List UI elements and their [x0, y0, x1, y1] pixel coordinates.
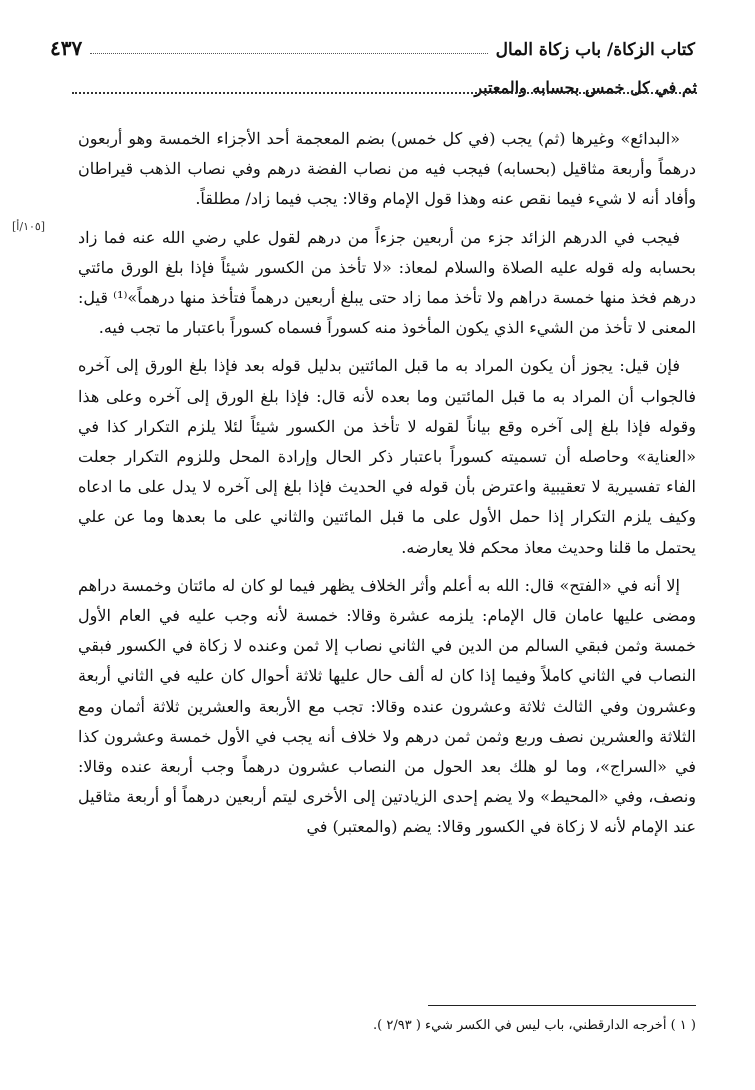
body-text	[78, 124, 696, 851]
paragraph: فيجب في الدرهم الزائد جزء من أربعين جزءاً من درهم لقول علي رضي الله عنه فما زاد بحسابه وله قوله عليه الصلاة والسلام لمعاذ: «لا تأخذ من الكسور شيئاً فإذا بلغ الورق مائتي درهم فخذ منها خمسة دراهم ولا تأخذ مما زاد حتى يبلغ أربعين درهماً فتأخذ منها درهماً»⁽¹⁾ قيل: المعنى لا تأخذ من الشيء الذي يكون المأخوذ منه كسوراً فسماه كسوراً باعتبار ما تجب فيه.	[78, 227, 697, 338]
paragraph: فإن قيل: يجوز أن يكون المراد به ما قبل المائتين بدليل قوله بعد فإذا بلغ الورق إلى آخره فالجواب أن المراد به ما قبل المائتين وما بعده لأنه قال: فإذا بلغ الورق إلى آخره وعلى هذا وقوله فإذا بلغ إلى آخره وقع بياناً لقوله لا تأخذ من الكسور شيئاً لئلا يلزم التكرار كذا في «العناية» وحاصله أن تسميته كسوراً باعتبار ذكر الحال وإرادة المحل وللزوم التكرار جعلت الفاء تفسيرية لا تعقيبية واعترض بأن قوله في الحديث فإذا بلغ إلى آخره لا يدل على ما ادعاه وكيف يلزم التكرار إذا حمل الأول على ما قبل المائتين والثاني على ما بعدها وما عن علي يحتمل ما قلنا وحديث معاذ محكم فلا يعارضه.	[78, 356, 696, 557]
running-header	[50, 30, 695, 60]
paragraph: إلا أنه في «الفتح» قال: الله به أعلم وأثر الخلاف يظهر فيما لو كان له مائتان وخمسة دراهم ومضى عليها عامان قال الإمام: يلزمه عشرة وقالا: خمسة لأنه وجب عليه في العام الأول خمسة وثمن فبقي السالم من الدين في الثاني نصاب إلا ثمن وعنده لا زكاة في الكسور فبقي النصاب في الثاني كاملاً وفيما إذا كان له ألف حال عليها ثلاثة أحوال كان عليه في الثاني أربعة وعشرون وفي الثالث ثلاثة وعشرون عنده وقالا: تجب مع الأربعة والعشرين ثلاثة أثمان ومع الثلاثة والعشرين نصف وربع وثمن ثمن درهم ولا خلاف أنه يجب في الأول خمسة وعشرون كذا في «السراج»، وما لو هلك بعد الحول من النصاب عشرون درهماً وجب أربعة عنده وقالا: ونصف، وفي «المحيط» ولا يضم إحدى الزيادتين إلى الأخرى ليتم أربعين درهماً أو أربعة مثاقيل عند الإمام لأنه لا زكاة في الكسور وقالا: يضم (والمعتبر) في	[78, 575, 696, 837]
footnote: ( ١ ) أخرجه الدارقطني، باب ليس في الكسر شيء ( ٢/٩٣ ).	[373, 1018, 696, 1033]
margin-folio-reference: [١٠٥/أ]	[12, 220, 46, 233]
page-number: ٤٣٧	[50, 36, 83, 60]
footnote-separator	[428, 1005, 696, 1006]
header-title: كتاب الزكاة/ باب زكاة المال	[495, 40, 695, 60]
paragraph: «البدائع» وغيرها (ثم) يجب (في كل خمس) بضم المعجمة أحد الأجزاء الخمسة وهو أربعون درهماً وأربعة مثاقيل (بحسابه) فيجب فيه من نصاب الفضة درهم وفي نصاب الذهب قيراطان وأفاد أنه لا شيء فيما نقص عنه وهذا قول الإمام وقالا: يجب فيما زاد/ مطلقاً.	[78, 129, 696, 209]
header-dotted-rule	[90, 53, 487, 54]
matn-dotted-rule	[72, 92, 697, 94]
matn-line: ثم في كل خمس بحسابه والمعتبر	[474, 78, 697, 97]
